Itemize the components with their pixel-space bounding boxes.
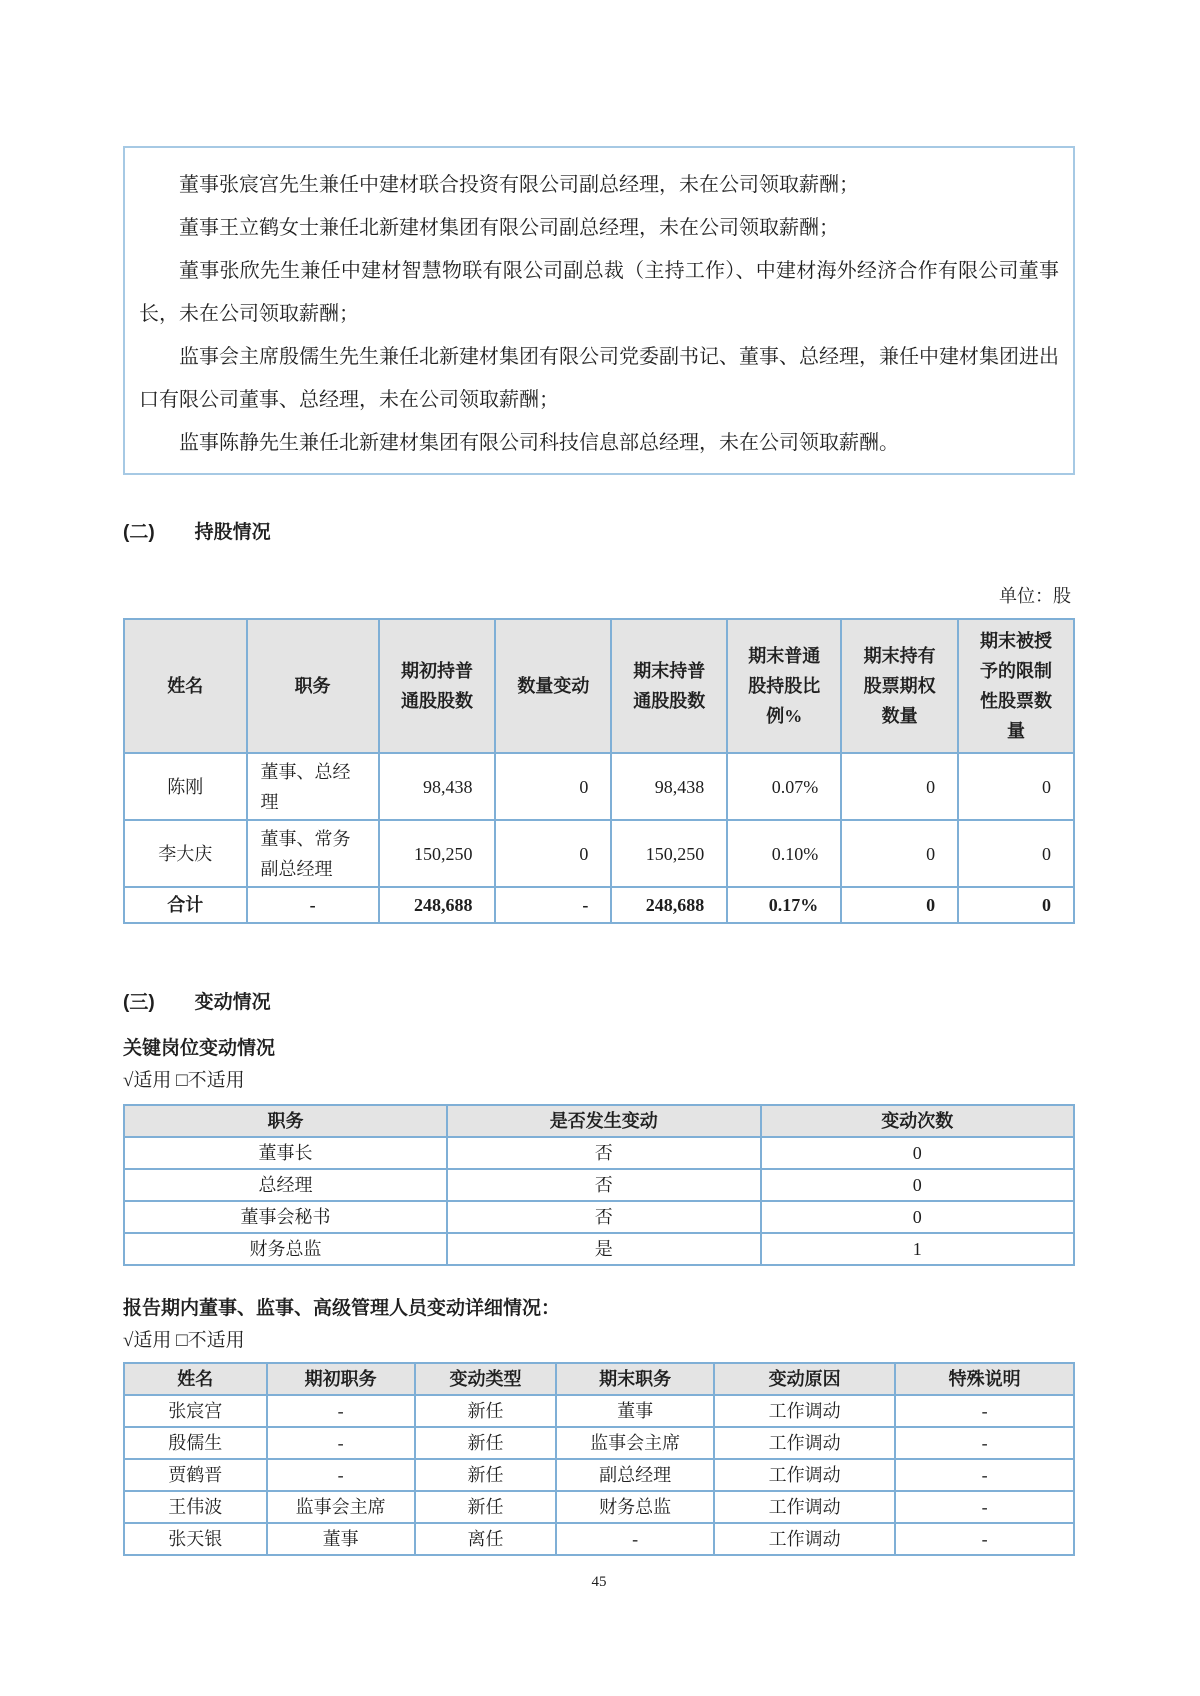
personnel-changes-table xyxy=(123,1362,1075,1556)
table-cell: 张天银 xyxy=(124,1523,267,1555)
table-row xyxy=(124,1491,1074,1523)
unit-label: 单位：股 xyxy=(999,586,1071,606)
table-cell: 0 xyxy=(841,820,958,887)
key-positions-table-head xyxy=(124,1105,1074,1137)
table-cell: 新任 xyxy=(415,1459,557,1491)
table-cell: - xyxy=(895,1395,1074,1427)
table-cell: 董事会秘书 xyxy=(124,1201,447,1233)
total-cell: 0 xyxy=(958,887,1074,923)
table-cell: - xyxy=(895,1459,1074,1491)
applicability-line: √适用 □不适用 xyxy=(123,1070,245,1091)
table-cell: 财务总监 xyxy=(556,1491,714,1523)
header-row xyxy=(124,619,1074,753)
table-cell: 财务总监 xyxy=(124,1233,447,1265)
column-header: 期初职务 xyxy=(267,1363,415,1395)
table-cell: 150,250 xyxy=(611,820,727,887)
section-index: (二) xyxy=(123,522,155,543)
column-header: 数量变动 xyxy=(495,619,611,753)
table-row xyxy=(124,1459,1074,1491)
table-cell: - xyxy=(895,1491,1074,1523)
column-header: 变动原因 xyxy=(714,1363,895,1395)
table-cell: 工作调动 xyxy=(714,1491,895,1523)
table-cell: 1 xyxy=(761,1233,1075,1265)
table-cell: 副总经理 xyxy=(556,1459,714,1491)
column-header: 特殊说明 xyxy=(895,1363,1074,1395)
table-cell: 0.07% xyxy=(727,753,841,820)
table-row xyxy=(124,1169,1074,1201)
table-cell: 0 xyxy=(495,820,611,887)
info-paragraph: 董事王立鹤女士兼任北新建材集团有限公司副总经理，未在公司领取薪酬； xyxy=(179,217,839,239)
section-heading-changes xyxy=(123,990,1075,1016)
column-header: 变动类型 xyxy=(415,1363,557,1395)
table-cell: 150,250 xyxy=(379,820,496,887)
table-cell: 监事会主席 xyxy=(267,1491,415,1523)
table-cell: 否 xyxy=(447,1137,761,1169)
table-cell: 董事、常务副总经理 xyxy=(247,820,379,887)
table-cell: - xyxy=(267,1459,415,1491)
table-cell: 陈刚 xyxy=(124,753,247,820)
section-title: 变动情况 xyxy=(194,992,271,1013)
column-header: 姓名 xyxy=(124,1363,267,1395)
column-header: 期初持普通股股数 xyxy=(379,619,496,753)
table-row xyxy=(124,1201,1074,1233)
personnel-changes-table-head xyxy=(124,1363,1074,1395)
personnel-changes-heading: 报告期内董事、监事、高级管理人员变动详细情况： xyxy=(123,1298,561,1319)
key-positions-table xyxy=(123,1104,1075,1266)
section-heading-holdings xyxy=(123,520,1075,546)
applicability-line: √适用 □不适用 xyxy=(123,1330,245,1351)
table-cell: 离任 xyxy=(415,1523,557,1555)
table-cell: 董事长 xyxy=(124,1137,447,1169)
table-cell: 董事 xyxy=(556,1395,714,1427)
column-header: 是否发生变动 xyxy=(447,1105,761,1137)
table-cell: - xyxy=(895,1523,1074,1555)
table-cell: - xyxy=(267,1395,415,1427)
total-cell: 248,688 xyxy=(611,887,727,923)
section-title: 持股情况 xyxy=(194,522,271,543)
table-cell: 董事、总经理 xyxy=(247,753,379,820)
header-row xyxy=(124,1363,1074,1395)
table-cell: 新任 xyxy=(415,1395,557,1427)
table-cell: 0 xyxy=(495,753,611,820)
table-cell: - xyxy=(895,1427,1074,1459)
column-header: 期末普通股持股比例% xyxy=(727,619,841,753)
column-header: 期末持普通股股数 xyxy=(611,619,727,753)
header-row xyxy=(124,1105,1074,1137)
column-header: 期末持有股票期权数量 xyxy=(841,619,958,753)
table-cell: 李大庆 xyxy=(124,820,247,887)
table-cell: 监事会主席 xyxy=(556,1427,714,1459)
column-header: 职务 xyxy=(247,619,379,753)
table-row xyxy=(124,820,1074,887)
table-cell: 董事 xyxy=(267,1523,415,1555)
table-cell: 工作调动 xyxy=(714,1427,895,1459)
total-cell: 0.17% xyxy=(727,887,841,923)
table-cell: 张宸宫 xyxy=(124,1395,267,1427)
table-cell: 工作调动 xyxy=(714,1459,895,1491)
table-cell: 王伟波 xyxy=(124,1491,267,1523)
column-header: 姓名 xyxy=(124,619,247,753)
total-cell: 248,688 xyxy=(379,887,496,923)
info-paragraph: 董事张欣先生兼任中建材智慧物联有限公司副总裁（主持工作）、中建材海外经济合作有限公司董事长，未在公司领取薪酬； xyxy=(139,260,1059,325)
holdings-table-body xyxy=(124,753,1074,887)
key-positions-heading: 关键岗位变动情况 xyxy=(123,1038,276,1059)
holdings-table-foot xyxy=(124,887,1074,923)
page-content xyxy=(123,146,1075,1592)
table-cell: - xyxy=(556,1523,714,1555)
total-cell: 合计 xyxy=(124,887,247,923)
table-row xyxy=(124,1523,1074,1555)
column-header: 期末职务 xyxy=(556,1363,714,1395)
table-cell: 工作调动 xyxy=(714,1523,895,1555)
table-cell: 工作调动 xyxy=(714,1395,895,1427)
table-cell: 98,438 xyxy=(611,753,727,820)
table-row xyxy=(124,1427,1074,1459)
table-cell: 0.10% xyxy=(727,820,841,887)
table-cell: 0 xyxy=(841,753,958,820)
page-number: 45 xyxy=(591,1574,607,1590)
key-positions-table-body xyxy=(124,1137,1074,1265)
table-cell: 否 xyxy=(447,1201,761,1233)
holdings-table xyxy=(123,618,1075,924)
table-row xyxy=(124,1233,1074,1265)
column-header: 职务 xyxy=(124,1105,447,1137)
total-row xyxy=(124,887,1074,923)
table-cell: - xyxy=(267,1427,415,1459)
info-paragraph: 监事陈静先生兼任北新建材集团有限公司科技信息部总经理，未在公司领取薪酬。 xyxy=(179,432,899,454)
table-cell: 0 xyxy=(958,820,1074,887)
total-cell: 0 xyxy=(841,887,958,923)
table-cell: 新任 xyxy=(415,1427,557,1459)
table-row xyxy=(124,1137,1074,1169)
table-row xyxy=(124,753,1074,820)
table-cell: 0 xyxy=(761,1169,1075,1201)
info-paragraph: 监事会主席殷儒生先生兼任北新建材集团有限公司党委副书记、董事、总经理，兼任中建材集团进出口有限公司董事、总经理，未在公司领取薪酬； xyxy=(139,346,1059,411)
table-cell: 0 xyxy=(761,1137,1075,1169)
director-compensation-box xyxy=(123,146,1075,475)
table-cell: 总经理 xyxy=(124,1169,447,1201)
total-cell: - xyxy=(495,887,611,923)
table-row xyxy=(124,1395,1074,1427)
table-cell: 否 xyxy=(447,1169,761,1201)
table-cell: 98,438 xyxy=(379,753,496,820)
table-cell: 0 xyxy=(761,1201,1075,1233)
section-index: (三) xyxy=(123,992,155,1013)
info-paragraph: 董事张宸宫先生兼任中建材联合投资有限公司副总经理，未在公司领取薪酬； xyxy=(179,174,859,196)
column-header: 期末被授予的限制性股票数量 xyxy=(958,619,1074,753)
table-cell: 0 xyxy=(958,753,1074,820)
table-cell: 新任 xyxy=(415,1491,557,1523)
total-cell: - xyxy=(247,887,379,923)
column-header: 变动次数 xyxy=(761,1105,1075,1137)
table-cell: 殷儒生 xyxy=(124,1427,267,1459)
holdings-table-head xyxy=(124,619,1074,753)
table-cell: 是 xyxy=(447,1233,761,1265)
table-cell: 贾鹤晋 xyxy=(124,1459,267,1491)
personnel-changes-table-body xyxy=(124,1395,1074,1555)
